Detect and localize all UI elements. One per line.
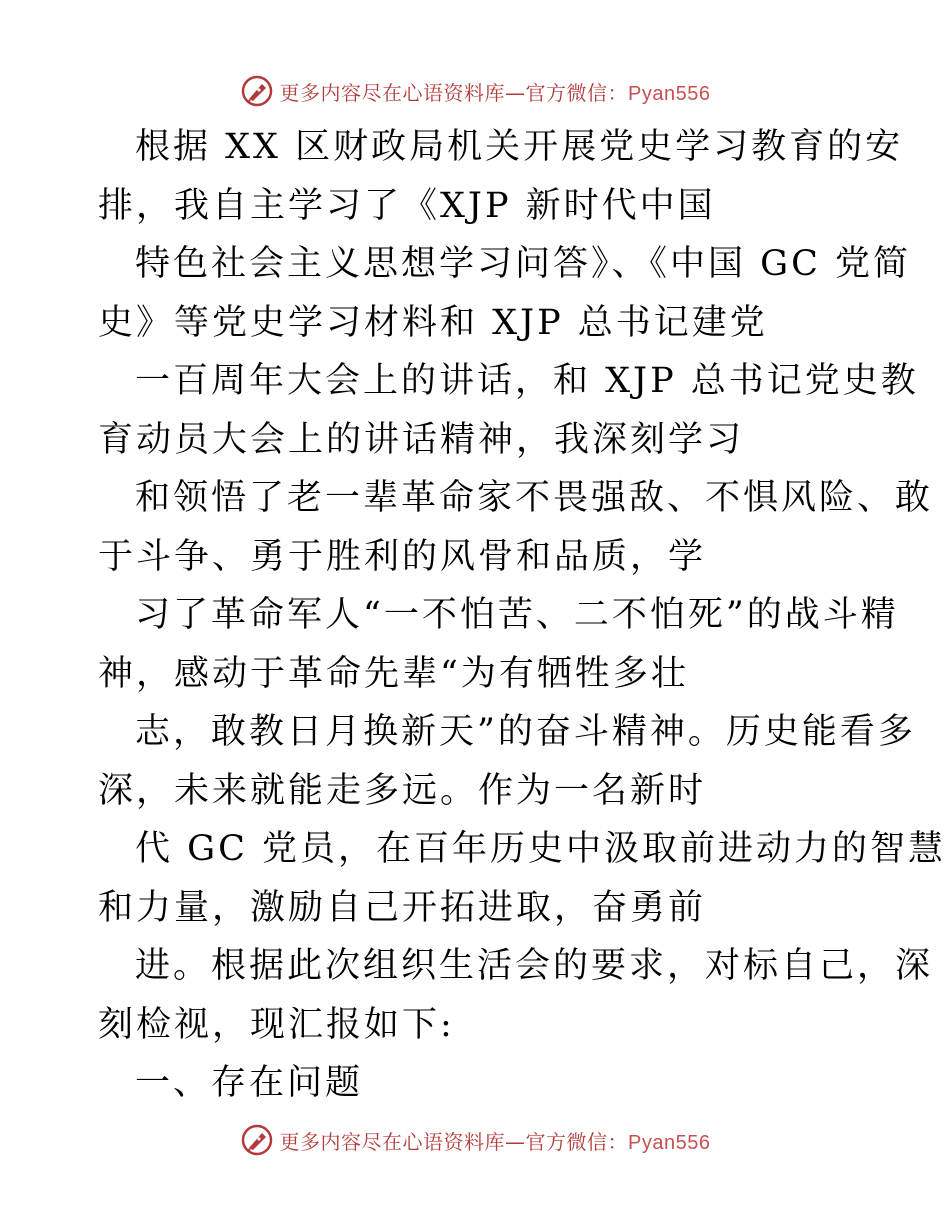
watermark-wechat-label: 官方微信： — [525, 1129, 629, 1154]
text-line: 于斗争、勇于胜利的风骨和品质，学 — [98, 536, 707, 577]
watermark-separator: — — [505, 1129, 526, 1154]
watermark-text — [280, 1126, 711, 1155]
text-line: 史》等党史学习材料和 XJP 总书记建党 — [98, 302, 768, 343]
text-line: 刻检视，现汇报如下: — [98, 1004, 455, 1045]
text-line: 一百周年大会上的讲话，和 XJP 总书记党史教 — [135, 361, 919, 401]
watermark-wechat-id: Pyan556 — [628, 82, 711, 105]
text-line: 特色社会主义思想学习问答》、《中国 GC 党简 — [135, 244, 911, 284]
text-line: 排，我自主学习了《XJP 新时代中国 — [98, 185, 716, 226]
footer-watermark — [0, 1120, 950, 1160]
text-line: 育动员大会上的讲话精神，我深刻学习 — [98, 419, 745, 460]
watermark-separator: — — [505, 80, 526, 105]
pen-nib-logo-icon — [240, 1123, 274, 1157]
watermark-wechat-id: Pyan556 — [628, 1131, 711, 1154]
text-line: 习了革命军人“一不怕苦、二不怕死”的战斗精 — [135, 595, 899, 635]
document-body — [98, 118, 946, 1113]
section-heading: 一、存在问题 — [135, 1063, 364, 1103]
watermark-text — [280, 77, 711, 106]
watermark-wechat-label: 官方微信： — [525, 80, 629, 105]
text-line: 进。根据此次组织生活会的要求，对标自己，深 — [135, 946, 934, 986]
text-line: 根据 XX 区财政局机关开展党史学习教育的安 — [135, 127, 904, 167]
text-line: 代 GC 党员，在百年历史中汲取前进动力的智慧 — [135, 829, 946, 869]
watermark-brand: 更多内容尽在心语资料库 — [279, 80, 506, 105]
watermark-brand: 更多内容尽在心语资料库 — [279, 1129, 506, 1154]
text-line: 和领悟了老一辈革命家不畏强敌、不惧风险、敢 — [135, 478, 934, 518]
header-watermark — [0, 71, 950, 111]
text-line: 志，敢教日月换新天”的奋斗精神。历史能看多 — [135, 712, 916, 752]
text-line: 深，未来就能走多远。作为一名新时 — [98, 770, 707, 811]
text-line: 神，感动于革命先辈“为有牺牲多壮 — [98, 653, 689, 694]
text-line: 和力量，激励自己开拓进取，奋勇前 — [98, 887, 707, 928]
pen-nib-logo-icon — [240, 74, 274, 108]
